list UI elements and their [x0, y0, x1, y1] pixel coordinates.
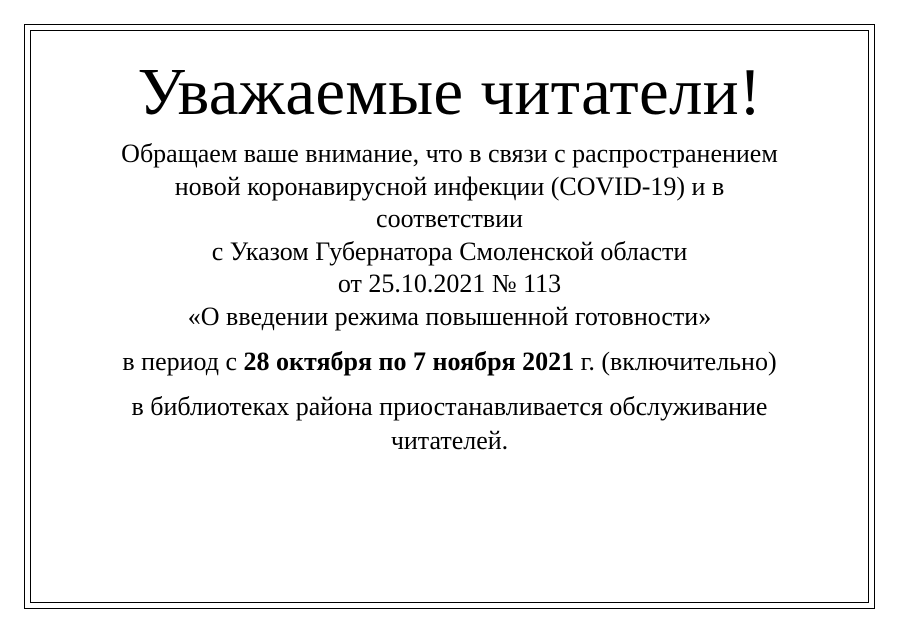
closing-line: читателей. — [390, 426, 509, 455]
closure-period — [32, 346, 867, 378]
body-line: с Указом Губернатора Смоленской области — [211, 236, 688, 266]
body-line: соответствии — [376, 204, 523, 233]
body-line: от 25.10.2021 № 113 — [337, 269, 562, 298]
period-suffix: г. (включительно) — [574, 347, 777, 376]
body-line: «О введении режима повышенной готовности» — [187, 301, 712, 331]
body-line: Обращаем ваше внимание, что в связи с распространением — [121, 139, 778, 168]
period-prefix: в период с — [122, 347, 244, 376]
body-line: новой коронавирусной инфекции (COVID-19) и в — [174, 171, 725, 201]
notice-body — [32, 138, 867, 333]
period-dates: 28 октября по 7 ноября 2021 — [243, 347, 575, 376]
notice-content — [32, 32, 867, 458]
notice-title: Уважаемые читатели! — [137, 55, 762, 129]
closing-line: в библиотеках района приостанавливается обслуживание — [131, 392, 768, 421]
notice-closing — [32, 390, 867, 458]
